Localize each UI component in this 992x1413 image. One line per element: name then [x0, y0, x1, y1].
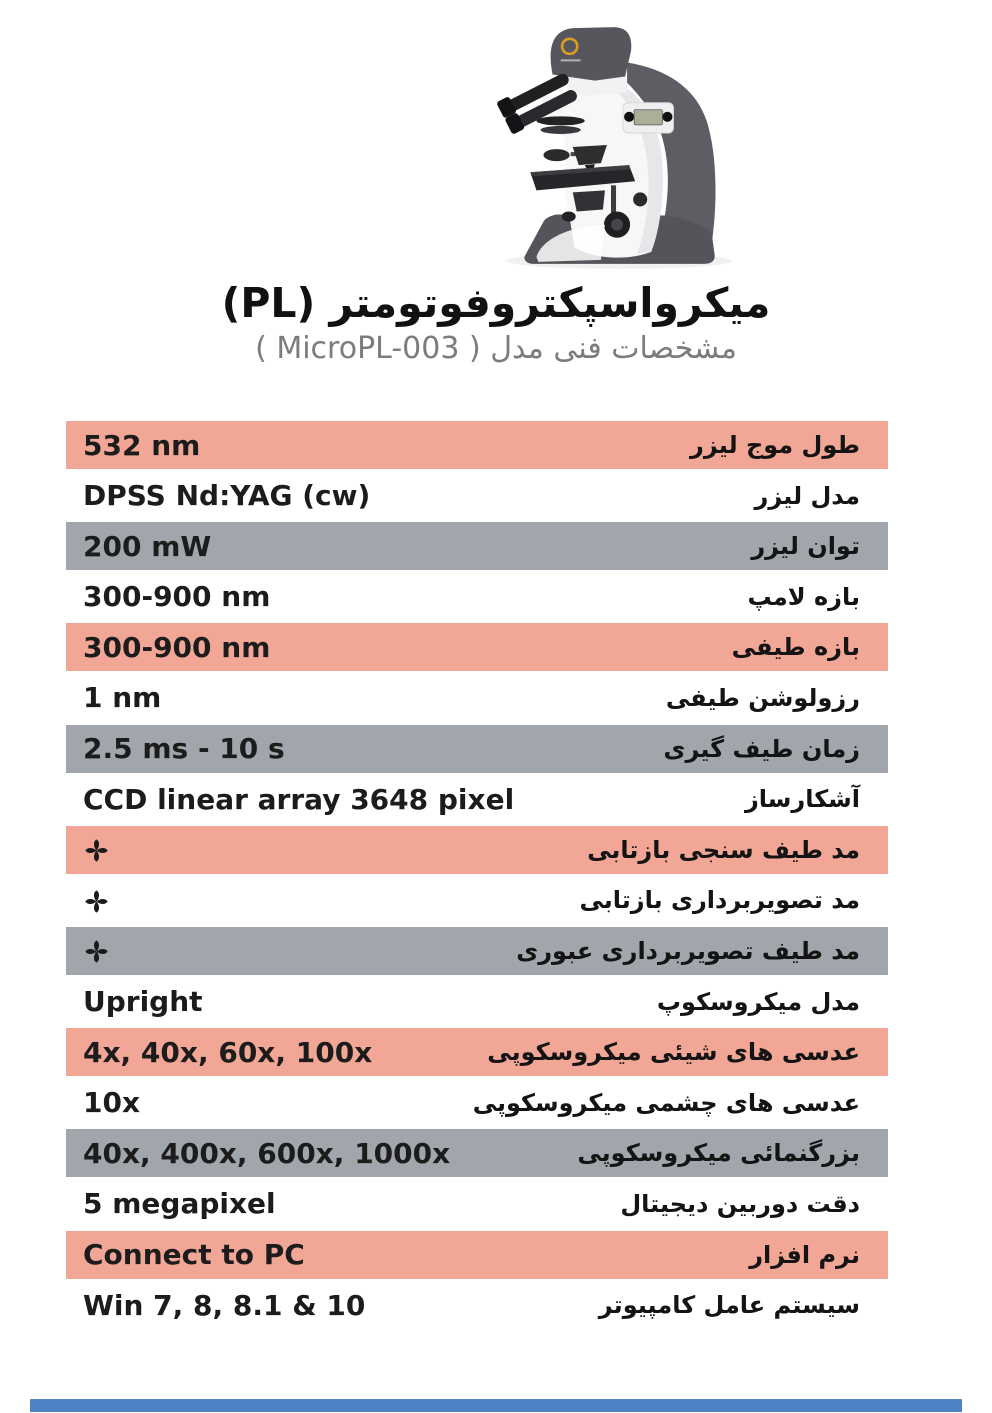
- spec-value: Upright: [83, 985, 203, 1019]
- spec-label: مد طیف تصویربرداری عبوری: [516, 936, 860, 965]
- spec-value: 2.5 ms - 10 s: [83, 732, 285, 766]
- footer-bar: [30, 1399, 962, 1412]
- spec-label: رزولوشن طیفی: [665, 683, 860, 712]
- spec-row: [66, 978, 888, 1026]
- spec-label: مد تصویربرداری بازتابی: [579, 886, 860, 915]
- spec-row: [66, 1079, 888, 1127]
- spec-value: DPSS Nd:YAG (cw): [83, 479, 371, 513]
- spec-label: بازه طیفی: [731, 633, 860, 662]
- spec-row: [66, 472, 888, 520]
- spec-label: بازه لامپ: [747, 582, 860, 611]
- four-petal-asterisk-icon: [83, 938, 110, 965]
- spec-label: مد طیف سنجی بازتابی: [587, 835, 860, 864]
- spec-value: [66, 835, 110, 864]
- spec-value: 200 mW: [83, 529, 212, 563]
- microscope-image: [476, 8, 750, 272]
- spec-row: [66, 1231, 888, 1279]
- spec-label: مدل میکروسکوپ: [656, 987, 860, 1016]
- page-subtitle: مشخصات فنی مدل ( MicroPL-003 ): [255, 331, 737, 367]
- spec-row: [66, 876, 888, 924]
- lcd-panel: [623, 103, 673, 133]
- spec-row: [66, 522, 888, 570]
- spec-row: [66, 1129, 888, 1177]
- spec-label: توان لیزر: [751, 532, 860, 561]
- spec-row: [66, 1180, 888, 1228]
- spec-value: [66, 936, 110, 965]
- spec-label: دقت دوربین دیجیتال: [620, 1189, 860, 1218]
- spec-label: نرم افزار: [749, 1240, 860, 1269]
- spec-value: 4x, 40x, 60x, 100x: [83, 1035, 373, 1069]
- spec-value: Connect to PC: [83, 1238, 305, 1271]
- spec-label: طول موج لیزر: [690, 431, 860, 459]
- spec-label: آشکارساز: [744, 785, 860, 814]
- four-petal-asterisk-icon: [83, 837, 110, 864]
- spec-value: 10x: [83, 1086, 141, 1120]
- spec-row: [66, 421, 888, 469]
- spec-row: [66, 775, 888, 823]
- page-title: میکرواسپکتروفوتومتر (PL): [221, 279, 771, 327]
- spec-label: سیستم عامل کامپیوتر: [598, 1291, 860, 1320]
- spec-row: [66, 1281, 888, 1329]
- spec-value: 1 nm: [83, 681, 162, 715]
- spec-label: زمان طیف گیری: [663, 734, 860, 763]
- spec-value: CCD linear array 3648 pixel: [83, 782, 515, 816]
- spec-row: [66, 826, 888, 874]
- spec-row: [66, 674, 888, 722]
- spec-value: 5 megapixel: [83, 1187, 276, 1221]
- spec-value: [66, 886, 110, 915]
- spec-row: [66, 725, 888, 773]
- upright-microscope-illustration: [476, 8, 750, 272]
- spec-label: مدل لیزر: [754, 481, 860, 510]
- spec-row: [66, 1028, 888, 1076]
- spec-value: 40x, 400x, 600x, 1000x: [83, 1136, 451, 1170]
- spec-row: [66, 573, 888, 621]
- spec-value: 300-900 nm: [83, 580, 271, 614]
- spec-table: [66, 421, 888, 1329]
- four-petal-asterisk-icon: [83, 888, 110, 915]
- header: [0, 278, 992, 367]
- spec-value: Win 7, 8, 8.1 & 10: [83, 1288, 366, 1322]
- spec-row: [66, 927, 888, 975]
- spec-value: 532 nm: [83, 428, 201, 462]
- spec-label: عدسی های چشمی میکروسکوپی: [472, 1088, 860, 1117]
- spec-value: 300-900 nm: [83, 630, 271, 664]
- spec-row: [66, 623, 888, 671]
- spec-label: بزرگنمائی میکروسکوپی: [577, 1139, 860, 1168]
- spec-label: عدسی های شیئی میکروسکوپی: [487, 1038, 860, 1067]
